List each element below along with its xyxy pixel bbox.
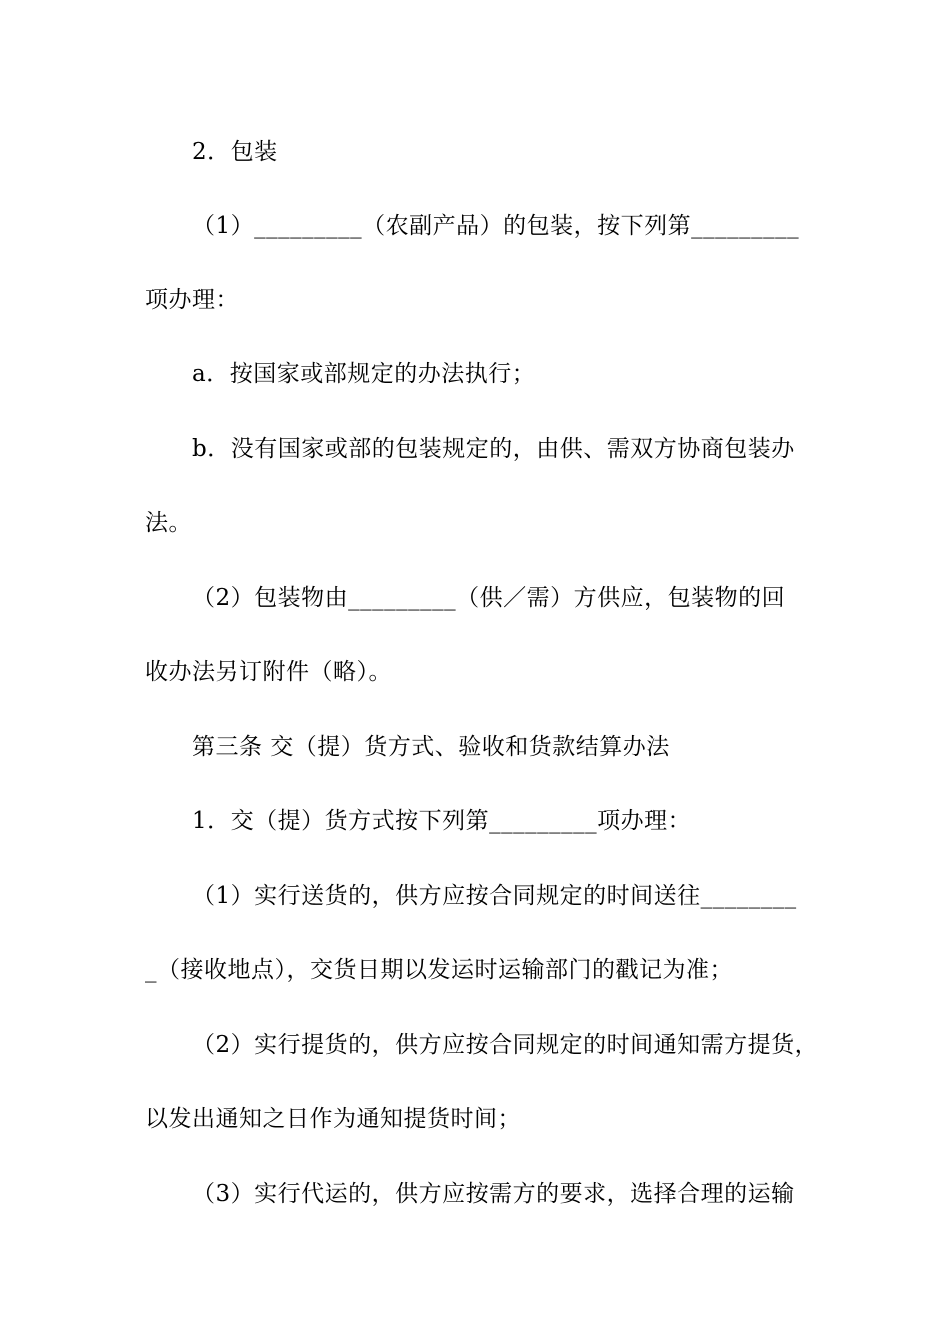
paragraph-line: （1）_________（农副产品）的包装，按下列第_________ [192,213,800,239]
paragraph-line: 收办法另订附件（略）。 [145,659,392,685]
paragraph-line: a．按国家或部规定的办法执行； [192,361,536,387]
paragraph-line: （2）实行提货的，供方应按合同规定的时间通知需方提货， [192,1032,819,1058]
paragraph-line: （1）实行送货的，供方应按合同规定的时间送往________ [192,883,797,909]
paragraph-line: （3）实行代运的，供方应按需方的要求，选择合理的运输 [192,1181,795,1207]
paragraph-line: 项办理： [145,287,239,313]
paragraph-line: 1．交（提）货方式按下列第_________项办理： [192,808,692,834]
section-heading-packaging: 2．包装 [192,139,278,165]
paragraph-line: 法。 [145,510,192,536]
paragraph-line: （2）包装物由_________（供／需）方供应，包装物的回 [192,585,786,611]
article-heading: 第三条 交（提）货方式、验收和货款结算办法 [192,734,670,760]
paragraph-line: _（接收地点），交货日期以发运时运输部门的戳记为准； [145,957,733,983]
paragraph-line: 以发出通知之日作为通知提货时间； [145,1106,521,1132]
paragraph-line: b．没有国家或部的包装规定的，由供、需双方协商包装办 [192,436,795,462]
